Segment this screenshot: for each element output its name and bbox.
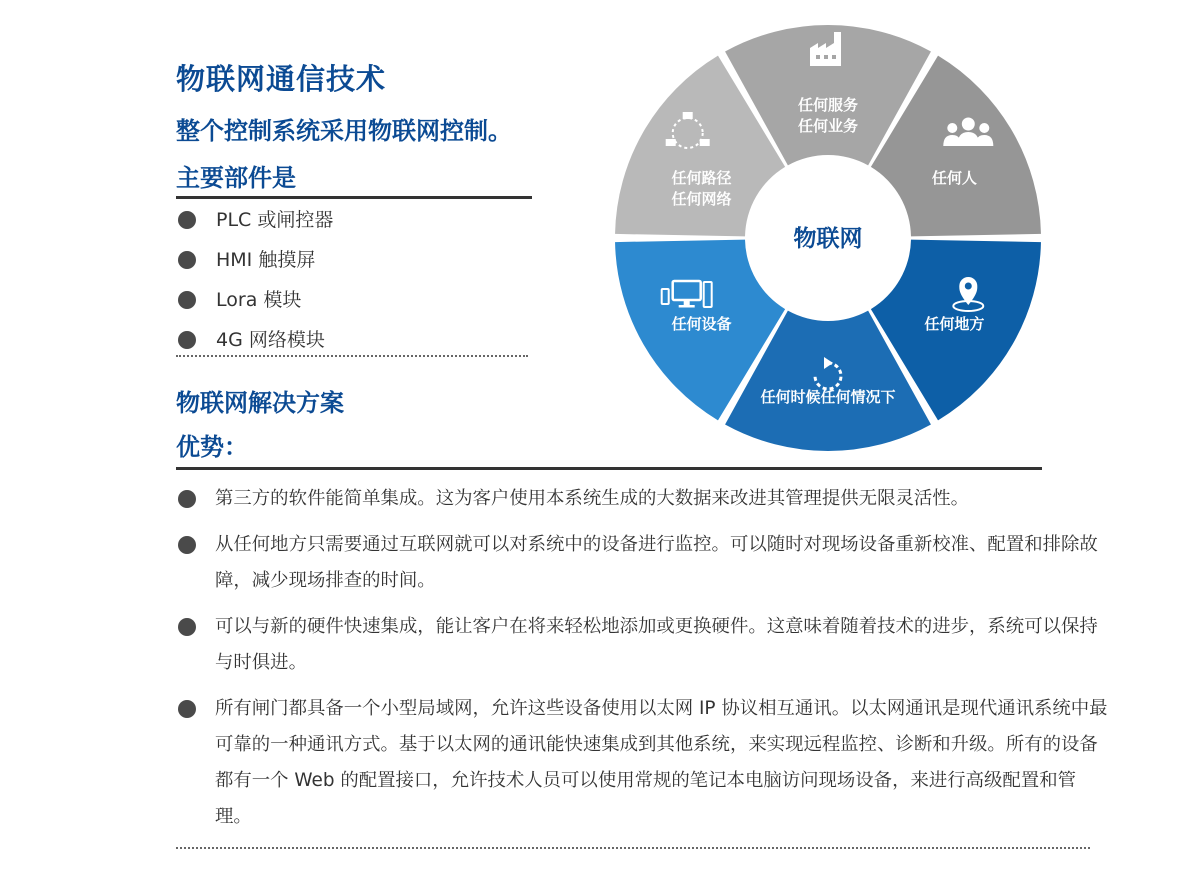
component-text: Lora 模块 [216,289,302,311]
wheel-segment-label: 任何网络 [671,190,732,208]
bullet-dot [178,211,196,229]
wheel-center-label: 物联网 [793,226,863,252]
list-item [178,527,1108,599]
advantage-text: 所有闸门都具备一个小型局域网，允许这些设备使用以太网 IP 协议相互通讯。以太网通讯是现代通讯系统中最可靠的一种通讯方式。基于以太网的通讯能快速集成到其他系统，来实现远程监控、诊断和升级。所有的设备都有一个 Web 的配置接口，允许技术人员可以使用常规的笔记本电脑访问现场设备，来进行高级配置和管理。 [215,698,1108,827]
bullet-dot [178,700,196,718]
component-text: 4G 网络模块 [216,329,325,351]
wheel-segment-label: 任何路径 [671,169,732,187]
list-item [178,285,333,325]
bullet-dot [178,490,196,508]
wheel-segment-label: 任何地方 [924,315,985,333]
wheel-segment-label: 任何时候任何情况下 [760,388,896,406]
bullet-dot [178,331,196,349]
advantages-list [178,481,1108,845]
list-item [178,481,1108,517]
wheel-segment-label: 任何服务 [797,96,859,114]
iot-wheel-diagram [560,0,1120,470]
components-list [178,205,333,365]
advantage-text: 第三方的软件能简单集成。这为客户使用本系统生成的大数据来改进其管理提供无限灵活性。 [215,488,970,509]
bullet-dot [178,291,196,309]
wheel-segment-label: 任何人 [931,169,977,187]
list-item [178,691,1108,835]
list-item [178,245,333,285]
solution-heading: 物联网解决方案 [176,389,344,417]
page-title: 物联网通信技术 [176,62,387,96]
heading-divider [176,196,532,199]
component-text: HMI 触摸屏 [216,249,316,271]
component-text: PLC 或闸控器 [216,209,334,231]
wheel-segment-label: 任何业务 [797,117,859,135]
list-item [178,609,1108,681]
components-heading: 主要部件是 [176,164,296,192]
list-item [178,325,333,365]
bullet-dot [178,618,196,636]
list-item [178,205,333,245]
advantage-text: 可以与新的硬件快速集成，能让客户在将来轻松地添加或更换硬件。这意味着随着技术的进步，系统可以保持与时俱进。 [215,616,1098,673]
page-subtitle: 整个控制系统采用物联网控制。 [176,117,512,145]
bullet-dot [178,251,196,269]
wheel-segment-label: 任何设备 [671,315,732,333]
advantage-text: 从任何地方只需要通过互联网就可以对系统中的设备进行监控。可以随时对现场设备重新校准、配置和排除故障，减少现场排查的时间。 [215,534,1098,591]
dotted-divider [176,847,1090,849]
advantages-heading: 优势： [176,433,248,461]
bullet-dot [178,536,196,554]
dotted-divider [176,355,528,357]
